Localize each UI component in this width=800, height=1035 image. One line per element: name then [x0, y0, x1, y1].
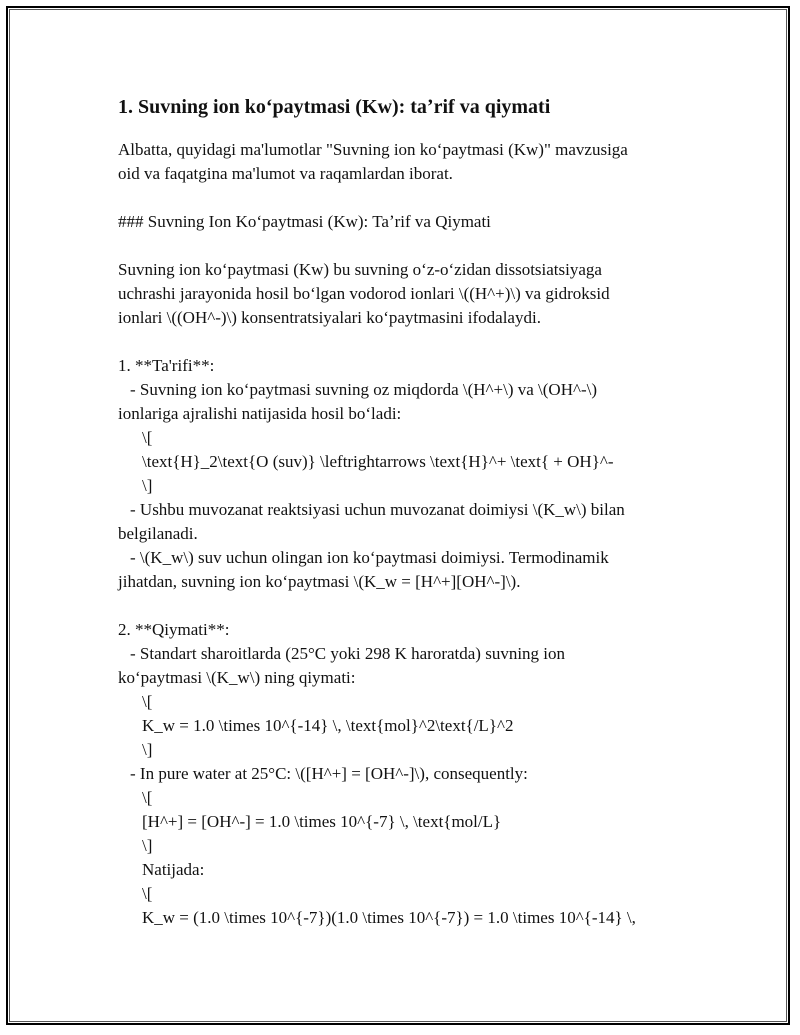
math-line: \text{H}_2\text{O (suv)} \leftrightarrows \text{H}^+ \text{ + OH}^-	[142, 452, 614, 471]
math-line: [H^+] = [OH^-] = 1.0 \times 10^{-7} \, \text{mol/L}	[142, 812, 502, 831]
bullet-line: jihatdan, suvning ion koʻpaytmasi \(K_w = [H^+][OH^-]\).	[118, 572, 521, 591]
bullet-line: - \(K_w\) suv uchun olingan ion koʻpaytmasi doimiysi. Termodinamik	[130, 548, 609, 567]
bullet-line: - In pure water at 25°C: \([H^+] = [OH^-]\), consequently:	[130, 764, 528, 783]
page-title: 1. Suvning ion koʻpaytmasi (Kw): taʼrif va qiymati	[118, 96, 551, 118]
math-line: K_w = 1.0 \times 10^{-14} \, \text{mol}^2\text{/L}^2	[142, 716, 514, 735]
math-line: \[	[142, 884, 153, 903]
math-line: \]	[142, 740, 153, 759]
intro-line: Albatta, quyidagi ma'lumotlar "Suvning ion koʻpaytmasi (Kw)" mavzusiga	[118, 140, 628, 159]
intro-line: oid va faqatgina ma'lumot va raqamlardan iborat.	[118, 164, 453, 183]
math-line: \[	[142, 428, 153, 447]
bullet-line: koʻpaytmasi \(K_w\) ning qiymati:	[118, 668, 356, 687]
math-line: \[	[142, 692, 153, 711]
paragraph-line: Suvning ion koʻpaytmasi (Kw) bu suvning oʻz-oʻzidan dissotsiatsiyaga	[118, 260, 602, 279]
math-line: K_w = (1.0 \times 10^{-7})(1.0 \times 10^{-7}) = 1.0 \times 10^{-14} \,	[142, 908, 636, 927]
math-line: \]	[142, 836, 153, 855]
document-body	[118, 94, 678, 930]
section-heading: ### Suvning Ion Koʻpaytmasi (Kw): Taʼrif va Qiymati	[118, 212, 491, 231]
bullet-line: - Suvning ion koʻpaytmasi suvning oz miqdorda \(H^+\) va \(OH^-\)	[130, 380, 598, 399]
bullet-line: ionlariga ajralishi natijasida hosil boʻladi:	[118, 404, 402, 423]
list-item-header: 1. **Ta'rifi**:	[118, 356, 215, 375]
paragraph-line: uchrashi jarayonida hosil boʻlgan vodorod ionlari \((H^+)\) va gidroksid	[118, 284, 610, 303]
text-line: Natijada:	[142, 860, 205, 879]
paragraph-line: ionlari \((OH^-)\) konsentratsiyalari koʻpaytmasini ifodalaydi.	[118, 308, 541, 327]
bullet-line: - Ushbu muvozanat reaktsiyasi uchun muvozanat doimiysi \(K_w\) bilan	[130, 500, 625, 519]
list-item-header: 2. **Qiymati**:	[118, 620, 230, 639]
bullet-line: belgilanadi.	[118, 524, 198, 543]
math-line: \[	[142, 788, 153, 807]
math-line: \]	[142, 476, 153, 495]
bullet-line: - Standart sharoitlarda (25°C yoki 298 K haroratda) suvning ion	[130, 644, 566, 663]
